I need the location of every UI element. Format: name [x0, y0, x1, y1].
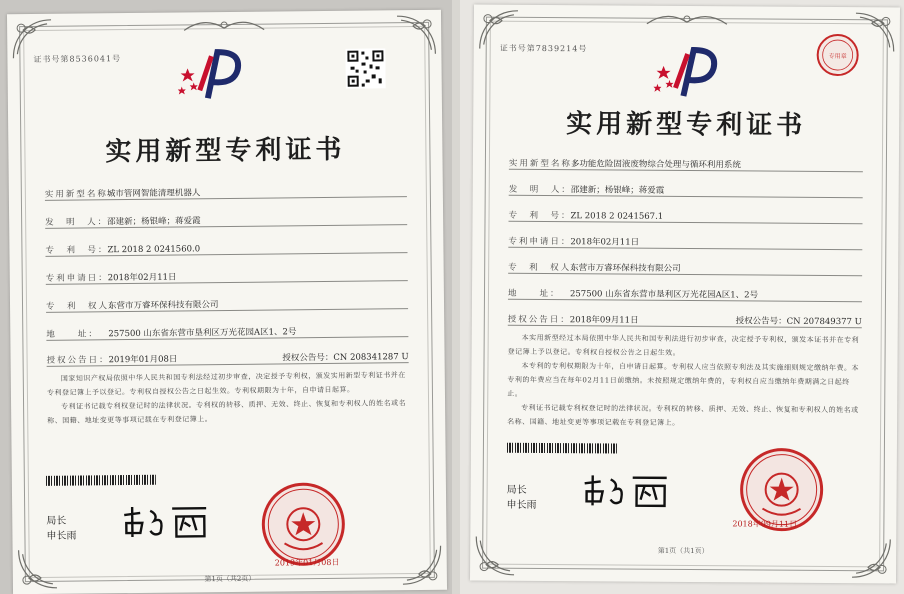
- field-patent-number: 专 利 号： ZL 2018 2 0241560.0: [45, 238, 407, 257]
- right-certificate-photo: [460, 0, 904, 594]
- field-grant-date: 授权公告日： 2018年09月11日 授权公告号：CN 207849377 U: [508, 311, 862, 328]
- field-inventors: 发 明 人： 邵建新；杨银峰；蒋爱霞: [45, 210, 407, 229]
- field-address: 地 址： 257500 山东省东营市垦利区万光花园A区1、2号: [508, 285, 862, 302]
- field-patentee: 专 利 权人： 东营市万睿环保科技有限公司: [508, 259, 862, 276]
- certificate-body-text: 本实用新型经过本局依照中华人民共和国专利法进行初步审查，决定授予专利权，颁发本证书并在专利登记簿上予以登记。专利权自授权公告之日起生效。 本专利的专利权期限为十年，自申请日起算。专利权人应当依照专利法及其实施细则规定缴纳年费。本专利的年费应当在每年02月11日前缴纳。未按照规定缴纳年费的，专利权自应当缴纳年费期满之日起终止。 专利证书记载专利权登记时的法律状况。专利权的转移、质押、无效、终止、恢复和专利权人的姓名或名称、国籍、地址变更等事项记载在专利登记簿上。: [507, 333, 860, 427]
- corner-ornament-icon: [848, 535, 894, 581]
- field-application-date: 专利申请日： 2018年02月11日: [508, 233, 862, 250]
- director-signature-icon: [120, 502, 210, 543]
- certificate-title: 实用新型专利证书: [105, 134, 346, 168]
- cnipa-logo-icon: [177, 46, 246, 103]
- page-number: 第1页（共2页）: [204, 574, 256, 584]
- left-certificate-paper: [7, 10, 447, 594]
- corner-ornament-icon: [393, 12, 439, 58]
- field-address: 地 址： 257500 山东省东营市垦利区万光花园A区1、2号: [46, 322, 408, 341]
- grant-announcement-number: 授权公告号：CN 208341287 U: [282, 352, 409, 364]
- top-ornament-icon: [179, 16, 269, 35]
- seal-date: 2019年01月08日: [274, 557, 340, 568]
- director-block: 局长 申长雨: [506, 484, 537, 511]
- field-patentee: 专 利 权人： 东营市万睿环保科技有限公司: [46, 294, 408, 313]
- director-signature-icon: [580, 471, 670, 512]
- field-application-date: 专利申请日： 2018年02月11日: [46, 266, 408, 285]
- field-patent-number: 专 利 号： ZL 2018 2 0241567.1: [509, 207, 863, 224]
- field-utility-model-name: 实用新型名称： 城市管网智能清理机器人: [45, 182, 407, 201]
- small-stamp-text: 专用章: [828, 52, 847, 61]
- barcode-icon: [46, 475, 156, 486]
- top-ornament-icon: [642, 10, 732, 29]
- field-grant-date: 授权公告日： 2019年01月08日 授权公告号：CN 208341287 U: [47, 348, 409, 367]
- certificate-body-text: 国家知识产权局依照中华人民共和国专利法经过初步审查，决定授予专利权，颁发实用新型专利证书并在专利登记簿上予以登记。专利权自授权公告之日起生效。专利权期限为十年，自申请日起算。 专利证书记载专利权登记时的法律状况。专利权的转移、质押、无效、终止、恢复和专利权人的姓名或名称、国籍、地址变更等事项记载在专利登记簿上。: [46, 371, 407, 425]
- right-certificate-paper: [470, 5, 900, 584]
- corner-ornament-icon: [472, 533, 518, 579]
- cnipa-logo-icon: [653, 44, 721, 100]
- barcode-icon: [507, 443, 617, 454]
- official-seal-icon: [260, 481, 347, 568]
- small-red-stamp-icon: [816, 33, 860, 77]
- certificate-number: 证书号第8536041号: [33, 54, 122, 65]
- seal-date: 2018年09月11日: [732, 519, 798, 529]
- page-number: 第1页（共1页）: [657, 546, 709, 556]
- grant-announcement-number: 授权公告号：CN 207849377 U: [735, 316, 862, 328]
- field-utility-model-name: 实用新型名称： 多功能危险固液废物综合处理与循环利用系统: [509, 155, 863, 172]
- director-block: 局长 申长雨: [46, 515, 77, 542]
- qr-code-icon: [345, 48, 385, 88]
- field-inventors: 发 明 人： 邵建新；杨银峰；蒋爱霞: [509, 181, 863, 198]
- certificate-title: 实用新型专利证书: [566, 109, 807, 141]
- certificate-number: 证书号第7839214号: [499, 43, 588, 54]
